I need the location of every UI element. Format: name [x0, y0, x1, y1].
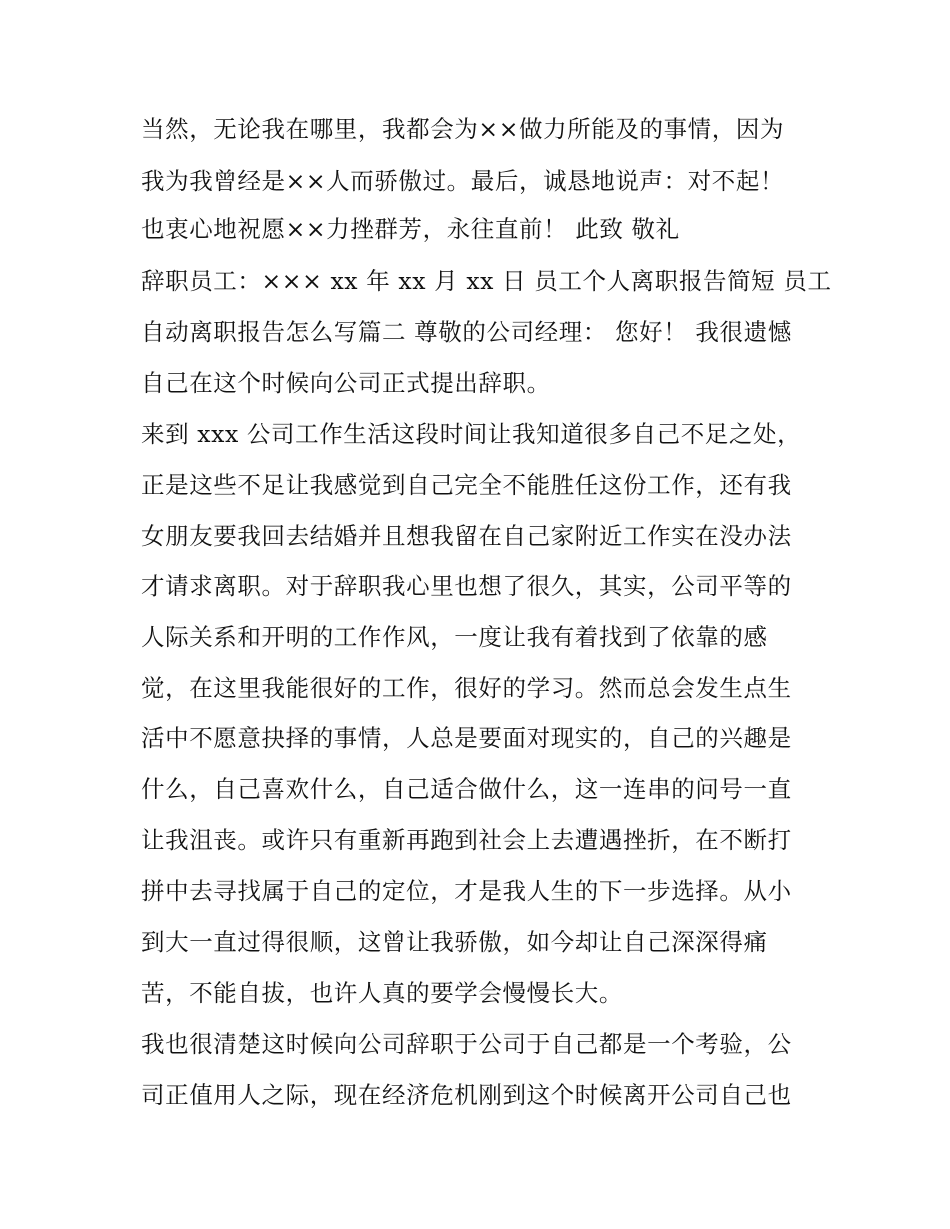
text-line: 让我沮丧。或许只有重新再跑到社会上去遭遇挫折，在不断打 — [141, 826, 792, 854]
text-line: 正是这些不足让我感觉到自己完全不能胜任这份工作，还有我 — [141, 471, 792, 499]
text-line: 当然，无论我在哪里，我都会为××做力所能及的事情，因为 — [141, 115, 785, 143]
text-line: 活中不愿意抉择的事情，人总是要面对现实的，自己的兴趣是 — [141, 724, 792, 752]
text-line: 辞职员工：××× xx 年 xx 月 xx 日 员工个人离职报告简短 员工 — [141, 267, 832, 295]
text-line: 才请求离职。对于辞职我心里也想了很久，其实，公司平等的 — [141, 572, 792, 600]
text-line: 司正值用人之际，现在经济危机刚到这个时候离开公司自己也 — [141, 1081, 792, 1109]
text-line: 苦，不能自拔，也许人真的要学会慢慢长大。 — [141, 979, 623, 1007]
text-line: 觉，在这里我能很好的工作，很好的学习。然而总会发生点生 — [141, 674, 792, 702]
text-line: 拼中去寻找属于自己的定位，才是我人生的下一步选择。从小 — [141, 877, 792, 905]
text-line: 人际关系和开明的工作作风，一度让我有着找到了依靠的感 — [141, 623, 768, 651]
text-line: 自己在这个时候向公司正式提出辞职。 — [141, 369, 551, 397]
text-line: 女朋友要我回去结婚并且想我留在自己家附近工作实在没办法 — [141, 522, 792, 550]
text-line: 也衷心地祝愿××力挫群芳，永往直前！ 此致 敬礼 — [141, 215, 680, 243]
text-line: 我也很清楚这时候向公司辞职于公司于自己都是一个考验，公 — [141, 1030, 792, 1058]
text-line: 到大一直过得很顺，这曾让我骄傲，如今却让自己深深得痛 — [141, 928, 768, 956]
text-line: 来到 xxx 公司工作生活这段时间让我知道很多自己不足之处， — [141, 420, 802, 448]
text-line: 自动离职报告怎么写篇二 尊敬的公司经理： 您好！ 我很遗憾 — [141, 318, 792, 346]
text-line: 我为我曾经是××人而骄傲过。最后，诚恳地说声：对不起！ — [141, 167, 785, 195]
text-line: 什么，自己喜欢什么，自己适合做什么，这一连串的问号一直 — [141, 775, 792, 803]
